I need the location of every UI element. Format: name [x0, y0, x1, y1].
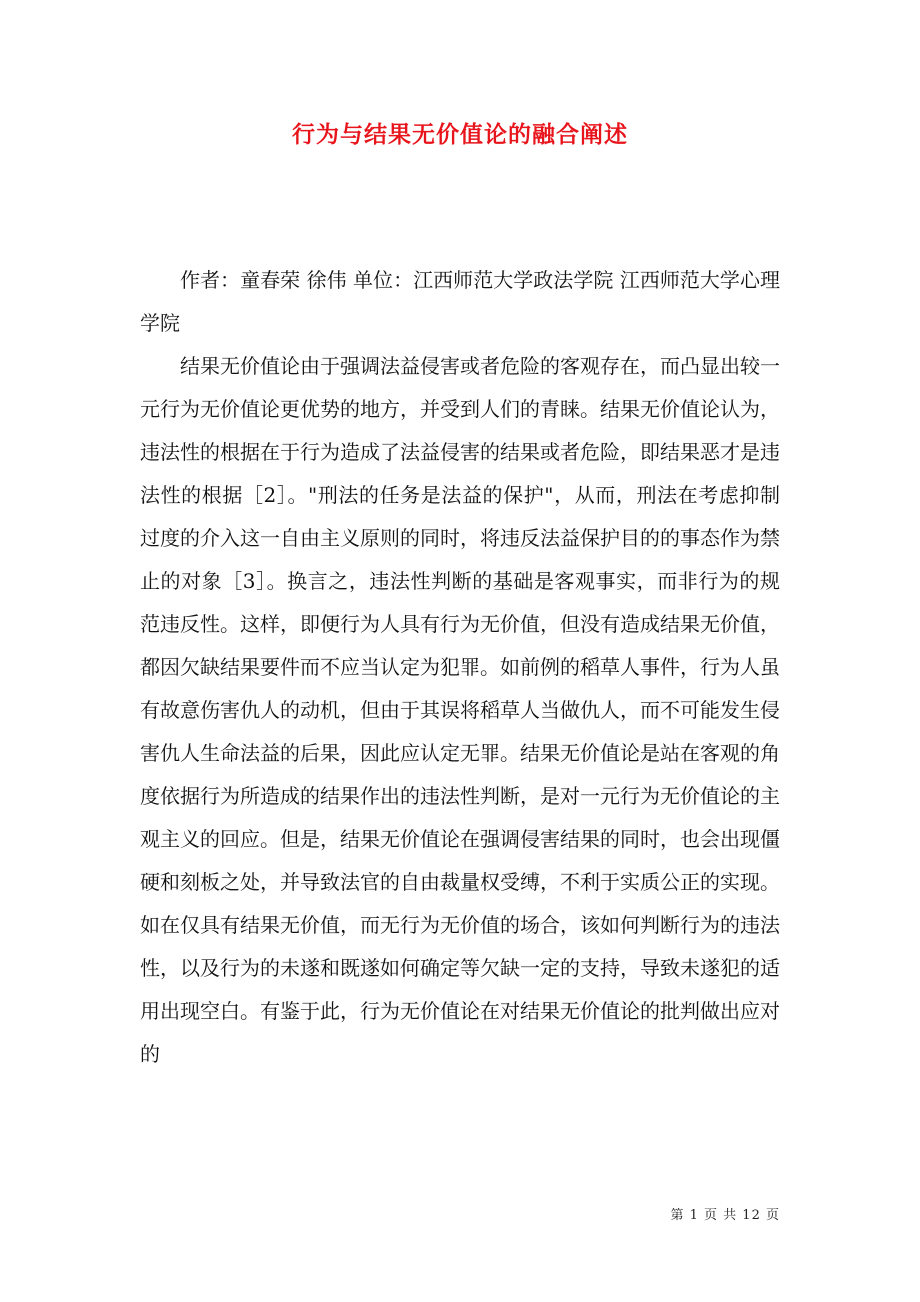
- footer-middle: 页 共: [704, 1208, 738, 1223]
- footer-suffix: 页: [765, 1208, 780, 1223]
- body-paragraph: 结果无价值论由于强调法益侵害或者危险的客观存在，而凸显出较一元行为无价值论更优势的地方，并受到人们的青睐。结果无价值论认为，违法性的根据在于行为造成了法益侵害的结果或者危险，即结果恶才是违法性的根据［2］。"刑法的任务是法益的保护"，从而，刑法在考虑抑制过度的介入这一自由主义原则的同时，将违反法益保护目的的事态作为禁止的对象［3］。换言之，违法性判断的基础是客观事实，而非行为的规范违反性。这样，即便行为人具有行为无价值，但没有造成结果无价值，都因欠缺结果要件而不应当认定为犯罪。如前例的稻草人事件，行为人虽有故意伤害仇人的动机，但由于其误将稻草人当做仇人，而不可能发生侵害仇人生命法益的后果，因此应认定无罪。结果无价值论是站在客观的角度依据行为所造成的结果作出的违法性判断，是对一元行为无价值论的主观主义的回应。但是，结果无价值论在强调侵害结果的同时，也会出现僵硬和刻板之处，并导致法官的自由裁量权受缚，不利于实质公正的实现。如在仅具有结果无价值，而无行为无价值的场合，该如何判断行为的违法性，以及行为的未遂和既遂如何确定等欠缺一定的支持，导致未遂犯的适用出现空白。有鉴于此，行为无价值论在对结果无价值论的批判做出应对的: [140, 354, 780, 1066]
- footer-total-pages: 12: [742, 1208, 761, 1223]
- footer-prefix: 第: [670, 1208, 685, 1223]
- page-footer: [670, 1206, 780, 1226]
- document-body: [140, 259, 780, 1076]
- footer-current-page: 1: [689, 1208, 699, 1223]
- document-title: 行为与结果无价值论的融合阐述: [292, 121, 628, 148]
- byline-paragraph: 作者：童春荣 徐伟 单位：江西师范大学政法学院 江西师范大学心理学院: [140, 268, 780, 335]
